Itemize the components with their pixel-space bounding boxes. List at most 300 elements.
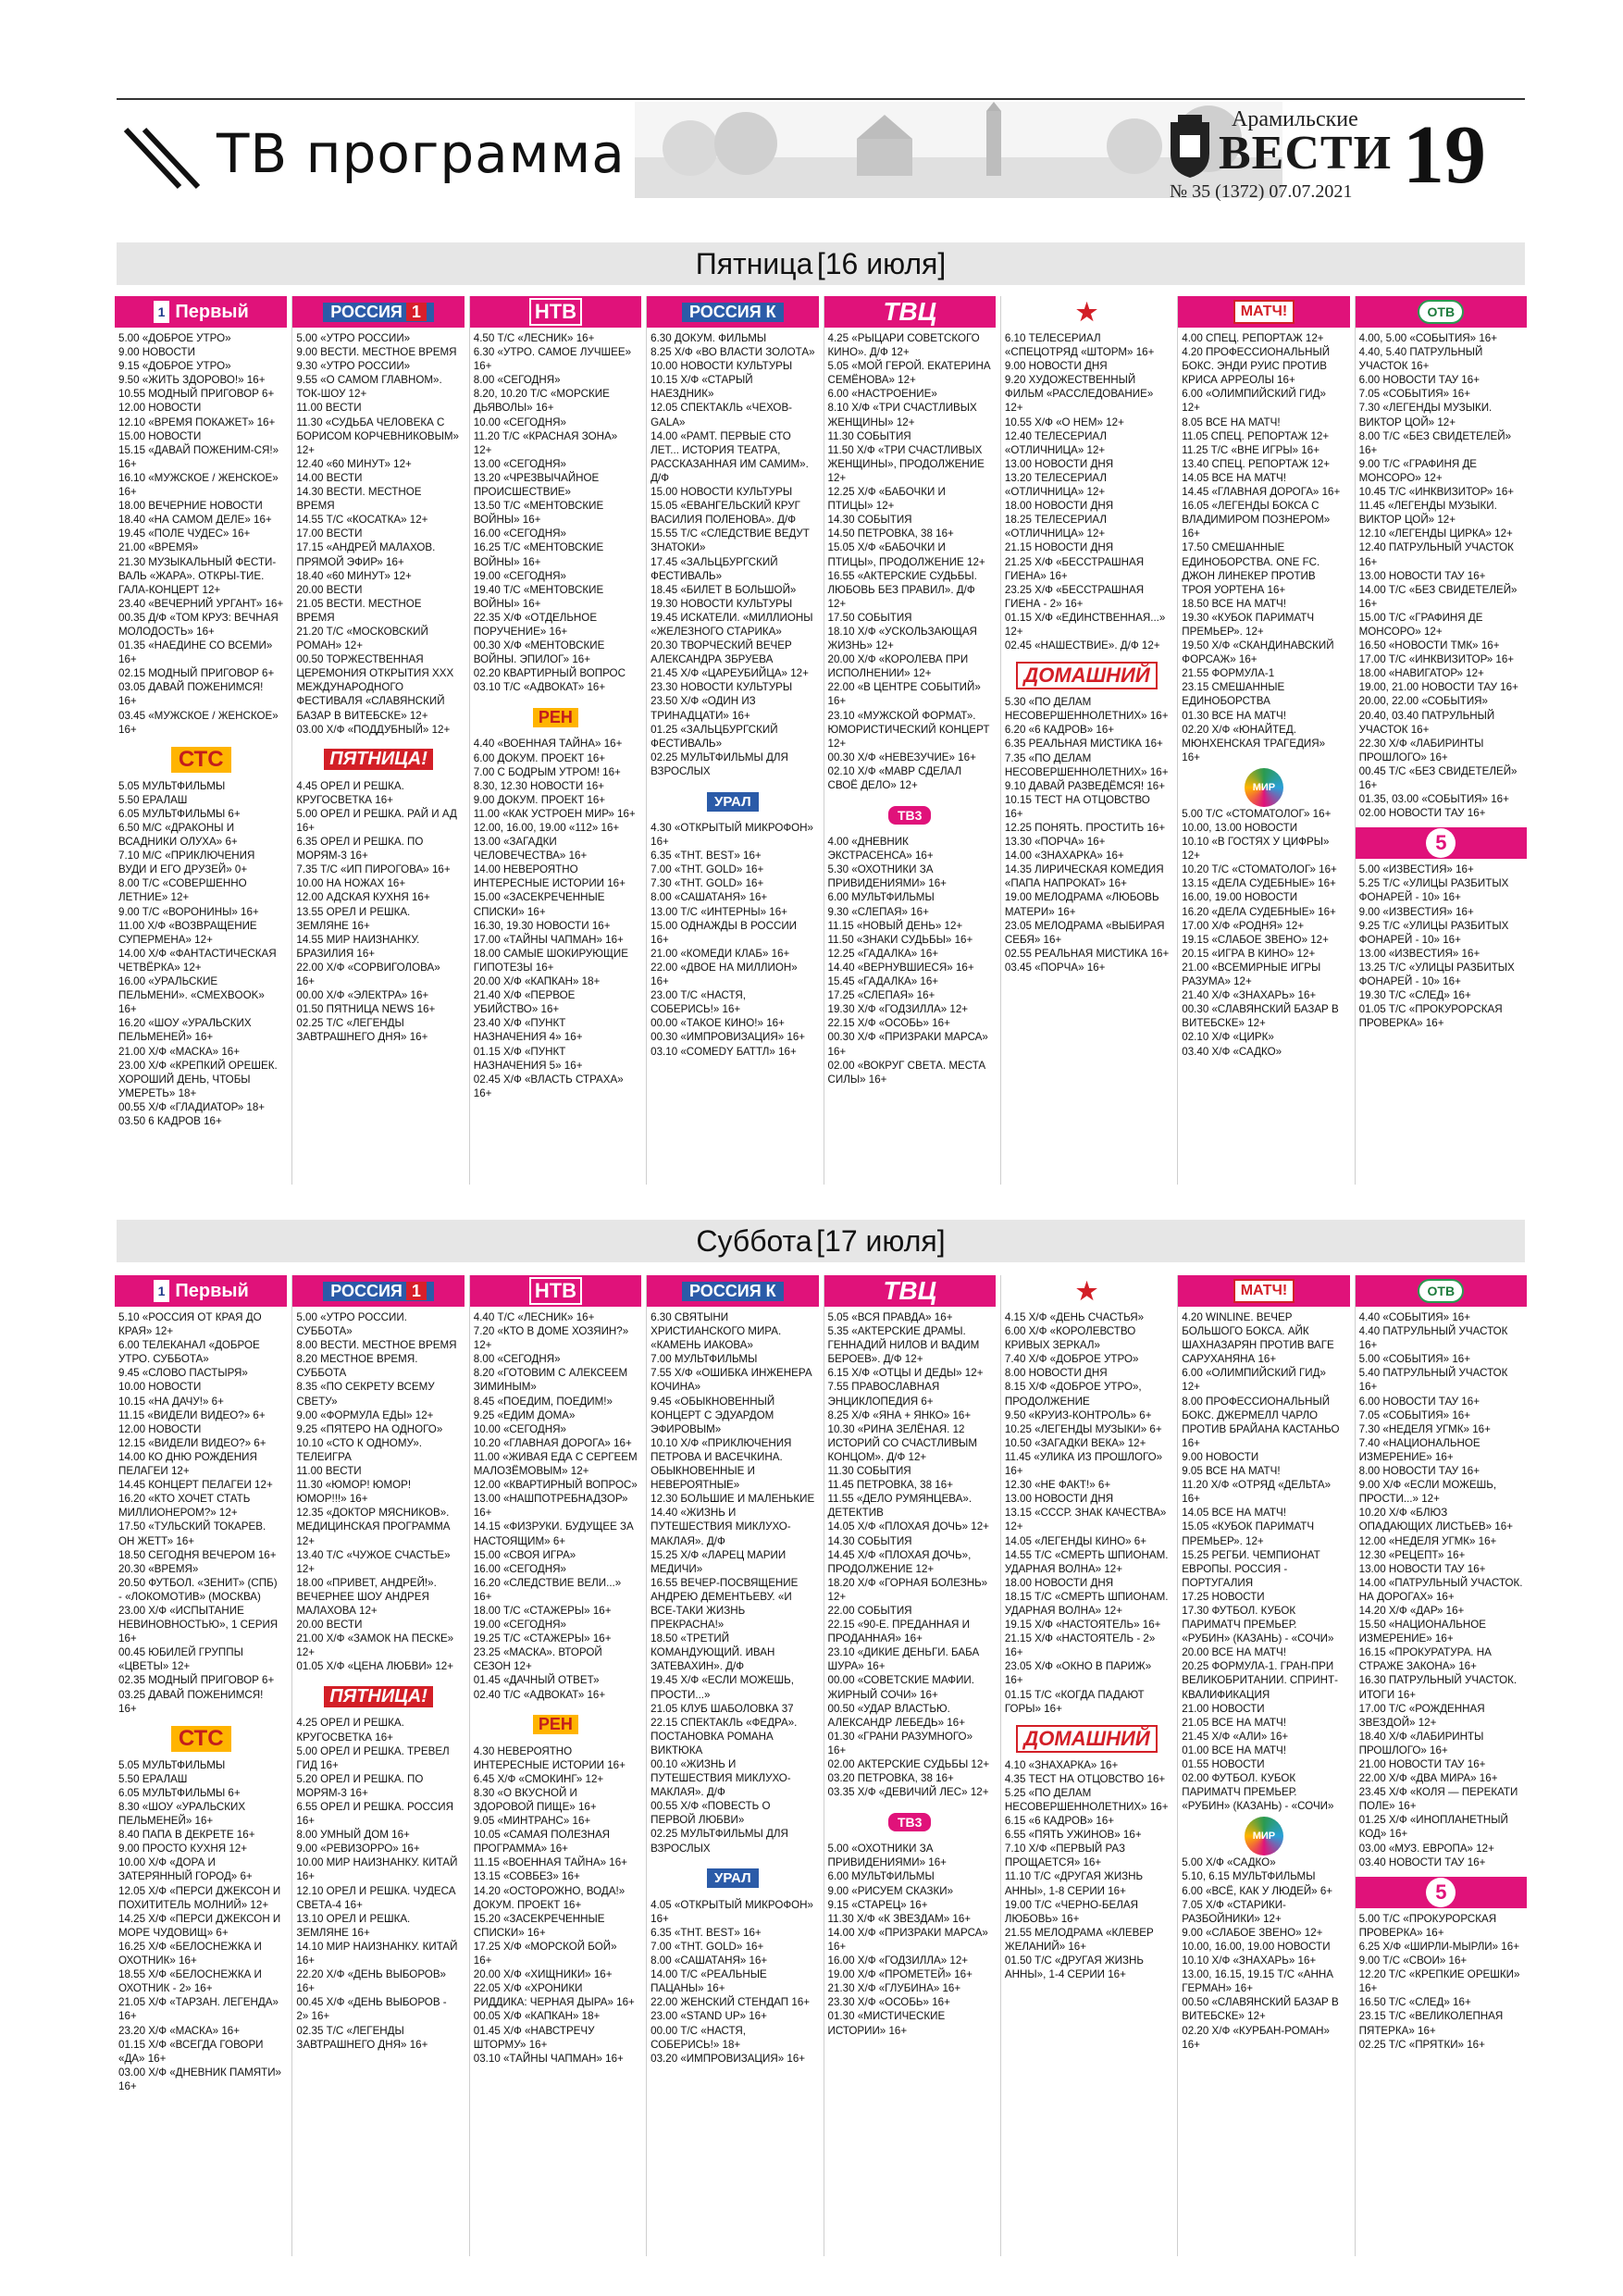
program-item: 5.05 «ВСЯ ПРАВДА» 16+ [827,1311,953,1323]
program-item: 8.00 ВЕСТИ. МЕСТНОЕ ВРЕМЯ [296,1339,457,1352]
channel-header [824,1806,996,1838]
program-item: 6.00 МУЛЬТФИЛЬМЫ [827,1870,935,1883]
channel-name: РОССИЯ К [688,1281,776,1300]
program-item: 17.25 «СЛЕПАЯ» 16+ [827,989,935,1002]
otv-logo-icon: ОТВ [1418,1279,1464,1303]
program-item: 8.30 «ШОУ «УРАЛЬСКИХ ПЕЛЬМЕНЕЙ» 16+ [118,1801,246,1828]
program-item: 14.55 Т/С «КОСАТКА» 12+ [296,514,428,527]
program-item: 21.15 НОВОСТИ ДНЯ [1004,541,1114,554]
channel-column [1177,1275,1349,2256]
program-item: 14.45 «ГЛАВНАЯ ДОРОГА» 16+ [1182,486,1341,499]
program-item: 13.00 НОВОСТИ ДНЯ [1004,457,1114,470]
program-item: 6.05 МУЛЬТФИЛЬМЫ 6+ [118,807,241,820]
program-item: 14.55 МИР НАИЗНАНКУ. БРАЗИЛИЯ 16+ [296,933,420,960]
program-item: 16.30 ПАТРУЛЬНЫЙ УЧАСТОК. ИТОГИ 16+ [1358,1674,1518,1701]
program-item: 5.50 ЕРАЛАШ [118,793,188,806]
day-label: Суббота [696,1224,812,1258]
program-item: 19.00 Т/С «ЧЕРНО-БЕЛАЯ ЛЮБОВЬ» 16+ [1004,1898,1138,1925]
program-item: 18.00 ВЕЧЕРНИЕ НОВОСТИ [118,500,263,513]
program-item: 02.40 Т/С «АДВОКАТ» 16+ [473,1688,606,1701]
program-item: 23.00 «STAND UP» 16+ [650,2010,767,2023]
program-item: 19.45 ИСКАТЕЛИ. «МИЛЛИОНЫ «ЖЕЛЕЗНОГО СТАРИКА» [650,611,813,638]
program-item: 9.00 Т/С «ГРАФИНЯ ДЕ МОНСОРО» 12+ [1358,457,1478,484]
program-item: 02.20 КВАРТИРНЫЙ ВОПРОС [473,667,626,680]
channel-header [470,296,641,328]
program-item: 02.25 Т/С «ЛЕГЕНДЫ ЗАВТРАШНЕГО ДНЯ» 16+ [296,1017,428,1044]
match-logo-icon: МАТЧ! [1233,1279,1295,1303]
program-list [1178,1310,1349,1813]
program-list [1356,331,1527,820]
program-item: 19.00 Х/Ф «ПРОМЕТЕЙ» 16+ [827,1968,973,1981]
program-item: 8.00 «САШАТАНЯ» 16+ [650,1955,768,1967]
program-item: 8.00 НОВОСТИ ДНЯ [1004,1367,1108,1380]
program-item: 22.00 «В ЦЕНТРЕ СОБЫТИЙ» 16+ [827,681,981,708]
program-item: 7.55 ПРАВОСЛАВНАЯ ЭНЦИКЛОПЕДИЯ 6+ [827,1381,940,1408]
program-list [1178,331,1349,764]
program-item: 21.40 Х/Ф «ЗНАХАРЬ» 16+ [1182,989,1317,1002]
program-item: 6.50 М/С «ДРАКОНЫ И ВСАДНИКИ ОЛУХА» 6+ [118,822,238,849]
channel-column [1000,296,1172,1185]
channel-5-logo-icon: 5 [1426,1878,1456,1907]
program-item: 6.05 МУЛЬТФИЛЬМЫ 6+ [118,1786,241,1799]
program-item: 18.15 Т/С «СМЕРТЬ ШПИОНАМ. УДАРНАЯ ВОЛНА» 12+ [1004,1590,1169,1617]
program-item: 03.50 6 КАДРОВ 16+ [118,1114,222,1127]
program-item: 9.00 ПРОСТО КУХНЯ 12+ [118,1843,248,1855]
program-item: 12.25 ПОНЯТЬ. ПРОСТИТЬ 16+ [1004,822,1166,834]
program-item: 12.40 ТЕЛЕСЕРИАЛ «ОТЛИЧНИЦА» 12+ [1004,429,1108,456]
program-item: 20.40, 03.40 ПАТРУЛЬНЫЙ УЧАСТОК 16+ [1358,709,1495,736]
program-item: 5.00 ОРЕЛ И РЕШКА. РАЙ И АД 16+ [296,807,457,834]
schedule-grid-saturday [115,1275,1527,2256]
program-list [1356,863,1527,1030]
program-item: 21.00 «КОМЕДИ КЛАБ» 16+ [650,947,790,960]
program-item: 10.10 «СТО К ОДНОМУ». ТЕЛЕИГРА [296,1436,422,1463]
program-item: 5.00 Т/С «ПРОКУРОРСКАЯ ПРОВЕРКА» 16+ [1358,1912,1497,1939]
program-item: 18.10 Х/Ф «УСКОЛЬЗАЮЩАЯ ЖИЗНЬ» 12+ [827,625,977,652]
program-item: 8.00 «СЕГОДНЯ» [473,1353,561,1366]
program-item: 21.45 Х/Ф «АЛИ» 16+ [1182,1730,1289,1743]
program-item: 7.00 «THT. GOLD» 16+ [650,863,764,876]
program-item: 21.05 КЛУБ ШАБОЛОВКА 37 [650,1702,794,1715]
program-item: 00.30 Х/Ф «МЕНТОВСКИЕ ВОЙНЫ. ЭПИЛОГ» 16+ [473,639,605,666]
program-item: 01.35, 03.00 «СОБЫТИЯ» 16+ [1358,793,1509,806]
program-list [470,1310,641,1702]
channel-name: Первый [175,1280,249,1301]
program-item: 19.40 Т/С «МЕНТОВСКИЕ ВОЙНЫ» 16+ [473,583,604,610]
program-item: 14.00 Х/Ф «ПРИЗРАКИ МАРСА» 16+ [827,1926,988,1953]
program-item: 18.00 Т/С «СТАЖЕРЫ» 16+ [473,1604,612,1617]
program-item: 11.00 «КАК УСТРОЕН МИР» 16+ [473,807,636,820]
program-item: 03.40 НОВОСТИ ТАУ 16+ [1358,1855,1486,1868]
tvc-logo-icon: ТВЦ [883,297,937,326]
program-list [292,331,464,737]
program-item: 10.00, 16.00, 19.00 НОВОСТИ [1182,1940,1331,1953]
channel-header [647,1863,818,1894]
program-item: 17.25 НОВОСТИ [1182,1590,1265,1603]
program-item: 5.00 ОРЕЛ И РЕШКА. ТРЕВЕЛ ГИД 16+ [296,1744,450,1771]
program-item: 12.30 «РЕЦЕПТ» 16+ [1358,1548,1466,1561]
program-item: 03.45 «ПОРЧА» 16+ [1004,961,1106,974]
program-item: 8.05 ВСЕ НА МАТЧ! [1182,416,1281,428]
program-list [1001,695,1172,974]
program-item: 14.40 «ЖИЗНЬ И ПУТЕШЕСТВИЯ МИКЛУХО-МАКЛАЯ». Д/Ф [650,1507,791,1547]
program-item: 9.00 Х/Ф «ЕСЛИ МОЖЕШЬ, ПРОСТИ...» 12+ [1358,1479,1497,1506]
program-item: 6.30 ДОКУМ. ФИЛЬМЫ [650,332,767,344]
program-item: 00.10 «ЖИЗНЬ И ПУТЕШЕСТВИЯ МИКЛУХО-МАКЛАЯ». Д/Ф [650,1758,791,1799]
program-item: 16.20 «КТО ХОЧЕТ СТАТЬ МИЛЛИОНЕРОМ?» 12+ [118,1493,251,1520]
day-date: [16 июля] [816,247,947,280]
tvc-logo-icon: ТВЦ [883,1276,937,1305]
program-item: 23.25 «МАСКА». ВТОРОЙ СЕЗОН 12+ [473,1646,602,1673]
day-heading-friday [117,242,1525,285]
program-item: 01.00 ВСЕ НА МАТЧ! [1182,1744,1286,1756]
channel-header [1178,1275,1349,1307]
program-item: 03.25 ДАВАЙ ПОЖЕНИМСЯ! 16+ [118,1688,264,1715]
program-item: 7.20 «КТО В ДОМЕ ХОЗЯИН?» 12+ [473,1325,629,1352]
program-item: 7.30 «НЕДЕЛЯ УГМК» 16+ [1358,1422,1491,1435]
program-item: 9.00 «ИЗВЕСТИЯ» 16+ [1358,905,1474,918]
program-list [115,1310,287,1716]
program-item: 02.00 ФУТБОЛ. КУБОК ПАРИМАТЧ ПРЕМЬЕР. «РУБИН» (КАЗАНЬ) - «СОЧИ» [1182,1772,1334,1813]
program-item: 14.00 Т/С «БЕЗ СВИДЕТЕЛЕЙ» 16+ [1358,583,1518,610]
program-item: 18.00 САМЫЕ ШОКИРУЮЩИЕ ГИПОТЕЗЫ 16+ [473,947,628,974]
program-item: 9.00 «РЕВИЗОРРО» 16+ [296,1843,420,1855]
program-item: 12.20 Т/С «КРЕПКИЕ ОРЕШКИ» 16+ [1358,1968,1520,1995]
page-number: 19 [1403,109,1486,201]
program-item: 9.25 Т/С «УЛИЦЫ РАЗБИТЫХ ФОНАРЕЙ - 10» 16+ [1358,919,1509,946]
program-item: 4.00, 5.00 «СОБЫТИЯ» 16+ [1358,332,1497,344]
program-item: 23.00 Х/Ф «КРЕПКИЙ ОРЕШЕК. ХОРОШИЙ ДЕНЬ, ЧТОБЫ УМЕРЕТЬ» 18+ [118,1059,278,1099]
program-item: 22.35 Х/Ф «ОТДЕЛЬНОЕ ПОРУЧЕНИЕ» 16+ [473,611,598,638]
program-item: 14.00 Х/Ф «ФАНТАСТИЧЕСКАЯ ЧЕТВЁРКА» 12+ [118,947,277,974]
day-heading-saturday [117,1220,1525,1262]
program-list [292,1716,464,2051]
program-item: 02.20 Х/Ф «КУРБАН-РОМАН» 16+ [1182,2024,1330,2051]
russia-logo-icon: РОССИЯ 1 [323,303,434,322]
program-item: 03.10 «ТАЙНЫ ЧАПМАН» 16+ [473,2052,624,2065]
program-item: 20.25 ФОРМУЛА-1. ГРАН-ПРИ ВЕЛИКОБРИТАНИИ. СПРИНТ-КВАЛИФИКАЦИЯ [1182,1660,1338,1701]
program-item: 13.55 ОРЕЛ И РЕШКА. ЗЕМЛЯНЕ 16+ [296,905,411,932]
program-item: 5.10, 6.15 МУЛЬТФИЛЬМЫ [1182,1870,1316,1883]
program-item: 5.05 МУЛЬТФИЛЬМЫ [118,779,226,792]
program-item: 9.20 ХУДОЖЕСТВЕННЫЙ ФИЛЬМ «РАССЛЕДОВАНИЕ» 12+ [1004,374,1154,415]
program-item: 01.15 Х/Ф «ЕДИНСТВЕННАЯ...» 12+ [1004,611,1166,638]
program-item: 4.40 Т/С «ЛЕСНИК» 16+ [473,1311,595,1323]
program-item: 4.00 СПЕЦ. РЕПОРТАЖ 12+ [1182,332,1324,344]
program-item: 10.00 НОВОСТИ КУЛЬТУРЫ [650,360,793,373]
program-item: 13.30 «ПОРЧА» 16+ [1004,836,1106,849]
program-item: 18.20 Х/Ф «ГОРНАЯ БОЛЕЗНЬ» 12+ [827,1576,988,1603]
program-item: 7.00 «THT. GOLD» 16+ [650,1940,764,1953]
program-item: 02.55 РЕАЛЬНАЯ МИСТИКА 16+ [1004,947,1170,960]
program-item: 9.00 «ФОРМУЛА ЕДЫ» 12+ [296,1409,434,1421]
program-item: 10.15 Х/Ф «СТАРЫЙ НАЕЗДНИК» [650,374,753,401]
program-item: 12.10 ОРЕЛ И РЕШКА. ЧУДЕСА СВЕТА-4 16+ [296,1884,456,1911]
program-item: 00.35 Д/Ф «ТОМ КРУЗ: ВЕЧНАЯ МОЛОДОСТЬ» 16+ [118,611,279,638]
schedule-grid-friday [115,296,1527,1185]
program-item: 9.45 «ОБЫКНОВЕННЫЙ КОНЦЕРТ С ЭДУАРДОМ ЭФИРОВЫМ» [650,1395,775,1435]
program-item: 23.50 Х/Ф «ОДИН ИЗ ТРИНАДЦАТИ» 16+ [650,695,756,722]
program-item: 5.00 «ИЗВЕСТИЯ» 16+ [1358,863,1474,876]
program-list [1001,1758,1172,1982]
program-item: 19.00 «СЕГОДНЯ» [473,1619,566,1632]
program-list [1178,807,1349,1059]
program-item: 01.30 «ГРАНИ РАЗУМНОГО» 16+ [827,1730,973,1756]
program-item: 23.10 «МУЖСКОЙ ФОРМАТ». ЮМОРИСТИЧЕСКИЙ КОНЦЕРТ 12+ [827,709,990,750]
program-item: 01.35 «НАЕДИНЕ СО ВСЕМИ» 16+ [118,639,273,666]
program-item: 9.00 ВЕСТИ. МЕСТНОЕ ВРЕМЯ [296,346,457,359]
program-list [115,779,287,1128]
program-item: 10.00 «СЕГОДНЯ» [473,1422,566,1435]
program-item: 02.25 МУЛЬТФИЛЬМЫ ДЛЯ ВЗРОСЛЫХ [650,751,788,777]
channel-header [292,1681,464,1712]
program-item: 7.35 Т/С «ИП ПИРОГОВА» 16+ [296,863,451,876]
program-item: 5.00 «СОБЫТИЯ» 16+ [1358,1353,1470,1366]
program-item: 22.00 ЖЕНСКИЙ СТЕНДАП 16+ [650,1996,811,2009]
program-item: 11.30 Х/Ф «К ЗВЕЗДАМ» 16+ [827,1912,972,1925]
program-item: 21.05 Х/Ф «ТАРЗАН. ЛЕГЕНДА» 16+ [118,1996,279,2023]
program-item: 8.00 «САШАТАНЯ» 16+ [650,891,768,904]
section-title: ТВ программа [217,122,626,185]
program-item: 13.15 «СОВБЕЗ» 16+ [473,1870,580,1883]
program-item: 19.15 Х/Ф «НАСТОЯТЕЛЬ» 16+ [1004,1619,1161,1632]
program-item: 9.50 «ЖИТЬ ЗДОРОВО!» 16+ [118,374,266,387]
channel-header [824,296,996,328]
program-item: 17.00 Т/С «РОЖДЕННАЯ ЗВЕЗДОЙ» 12+ [1358,1702,1485,1729]
channel-column [469,1275,641,2256]
program-item: 5.25 «ПО ДЕЛАМ НЕСОВЕРШЕННОЛЕТНИХ» 16+ [1004,1786,1169,1813]
program-item: 5.00 «ОХОТНИКИ ЗА ПРИВИДЕНИЯМИ» 16+ [827,1843,947,1869]
program-item: 00.55 Х/Ф «ГЛАДИАТОР» 18+ [118,1100,266,1113]
program-item: 12.00 «НЕДЕЛЯ УГМК» 16+ [1358,1534,1497,1547]
program-item: 18.45 «БИЛЕТ В БОЛЬШОЙ» [650,583,797,596]
program-item: 20.50 ФУТБОЛ. «ЗЕНИТ» (СПБ) - «ЛОКОМОТИВ» (МОСКВА) [118,1576,278,1603]
program-item: 16.20 «СЛЕДСТВИЕ ВЕЛИ...» 16+ [473,1576,622,1603]
ural-logo-icon: УРАЛ [707,792,759,812]
program-item: 00.30 «ИМПРОВИЗАЦИЯ» 16+ [650,1031,806,1044]
program-item: 22.00 СОБЫТИЯ [827,1604,912,1617]
program-item: 12.30 «НЕ ФАКТ!» 6+ [1004,1479,1111,1492]
program-item: 22.20 Х/Ф «ДЕНЬ ВЫБОРОВ» 16+ [296,1968,447,1995]
channel-name: РОССИЯ [330,302,403,321]
program-item: 5.25 Т/С «УЛИЦЫ РАЗБИТЫХ ФОНАРЕЙ - 10» 16+ [1358,877,1509,904]
tv3-logo-icon: ТВ3 [888,1813,931,1831]
day-label: Пятница [695,247,813,280]
program-item: 4.15 Х/Ф «ДЕНЬ СЧАСТЬЯ» [1004,1311,1145,1323]
match-logo-icon: МАТЧ! [1233,300,1295,324]
coat-of-arms-icon [1167,113,1213,180]
program-item: 23.30 НОВОСТИ КУЛЬТУРЫ [650,681,793,694]
channel-header [647,786,818,817]
program-item: 00.50 ТОРЖЕСТВЕННАЯ ЦЕРЕМОНИЯ ОТКРЫТИЯ XXX МЕЖДУНАРОДНОГО ФЕСТИВАЛЯ «СЛАВЯНСКИЙ БАЗАР В ВИТЕБСКЕ» 12+ [296,653,454,722]
program-item: 11.05 СПЕЦ. РЕПОРТАЖ 12+ [1182,429,1330,442]
program-item: 14.00 КО ДНЮ РОЖДЕНИЯ ПЕЛАГЕИ 12+ [118,1450,257,1478]
program-list [1178,1855,1349,2051]
program-item: 11.10 Т/С «ДРУГАЯ ЖИЗНЬ АННЫ», 1-8 СЕРИИ 16+ [1004,1870,1144,1897]
program-item: 01.15 Х/Ф «ПУНКТ НАЗНАЧЕНИЯ 5» 16+ [473,1045,583,1072]
program-item: 16.10 «МУЖСКОЕ / ЖЕНСКОЕ» 16+ [118,471,279,499]
program-item: 21.00 Х/Ф «МАСКА» 16+ [118,1045,241,1058]
channel-column [115,296,287,1185]
program-item: 6.55 «ПЯТЬ УЖИНОВ» 16+ [1004,1829,1142,1842]
program-item: 03.20 «ИМПРОВИЗАЦИЯ» 16+ [650,2052,806,2065]
program-item: 23.05 Х/Ф «ОКНО В ПАРИЖ» 16+ [1004,1660,1152,1687]
program-item: 02.15 МОДНЫЙ ПРИГОВОР 6+ [118,667,275,680]
program-list [115,1758,287,2093]
program-item: 15.00 НОВОСТИ [118,429,202,442]
program-item: 20.00 Х/Ф «КОРОЛЕВА ПРИ ИСПОЛНЕНИИ» 12+ [827,653,969,680]
program-item: 23.15 СМЕШАННЫЕ ЕДИНОБОРСТВА [1182,681,1285,708]
program-item: 15.00 «ЗАСЕКРЕЧЕННЫЕ СПИСКИ» 16+ [473,891,605,918]
program-item: 02.25 Т/С «ПРЯТКИ» 16+ [1358,2038,1485,2051]
channel-header [1001,660,1172,691]
program-item: 6.00 НОВОСТИ ТАУ 16+ [1358,1395,1480,1408]
program-item: 7.05 Х/Ф «СТАРИКИ-РАЗБОЙНИКИ» 12+ [1182,1898,1286,1925]
program-item: 03.00 Х/Ф «ДНЕВНИК ПАМЯТИ» 16+ [118,2066,282,2092]
program-item: 17.25 Х/Ф «МОРСКОЙ БОЙ» 16+ [473,1940,617,1967]
channel-header [647,296,818,328]
program-item: 20.30 ТВОРЧЕСКИЙ ВЕЧЕР АЛЕКСАНДРА ЗБРУЕВА [650,639,792,666]
program-item: 15.55 Т/С «СЛЕДСТВИЕ ВЕДУТ ЗНАТОКИ» [650,527,810,554]
program-item: 9.50 «КРУИЗ-КОНТРОЛЬ» 6+ [1004,1409,1152,1421]
program-item: 23.40 «ВЕЧЕРНИЙ УРГАНТ» 16+ [118,597,284,610]
program-item: 9.55 «О САМОМ ГЛАВНОМ». ТОК-ШОУ 12+ [296,374,442,401]
program-item: 14.45 Х/Ф «ПЛОХАЯ ДОЧЬ», ПРОДОЛЖЕНИЕ 12+ [827,1548,972,1575]
program-list [292,1310,464,1673]
program-item: 13.00 НОВОСТИ ТАУ 16+ [1358,1562,1486,1575]
channel-header [115,1275,287,1307]
program-item: 11.00 Х/Ф «ВОЗВРАЩЕНИЕ СУПЕРМЕНА» 12+ [118,919,257,946]
program-item: 21.55 ФОРМУЛА-1 [1182,667,1275,680]
program-item: 23.10 «ДИКИЕ ДЕНЬГИ. БАБА ШУРА» 16+ [827,1646,980,1673]
program-item: 11.50 Х/Ф «ТРИ СЧАСТЛИВЫХ ЖЕНЩИНЫ», ПРОДОЛЖЕНИЕ 12+ [827,443,985,484]
program-item: 17.00 «ТАЙНЫ ЧАПМАН» 16+ [473,933,624,946]
program-item: 14.35 ЛИРИЧЕСКАЯ КОМЕДИЯ «ПАПА НАПРОКАТ» 16+ [1004,863,1164,890]
program-item: 9.00 НОВОСТИ [118,346,195,359]
program-item: 15.15 «ДАВАЙ ПОЖЕНИМ-СЯ!» 16+ [118,443,279,470]
program-item: 23.00 Т/С «НАСТЯ, СОБЕРИСЬ!» 16+ [650,989,746,1016]
program-item: 15.00 ОДНАЖДЫ В РОССИИ 16+ [650,919,797,946]
program-item: 12.10 «ВРЕМЯ ПОКАЖЕТ» 16+ [118,416,276,428]
program-item: 13.50 Т/С «МЕНТОВСКИЕ ВОЙНЫ» 16+ [473,500,604,527]
program-list [824,331,996,792]
program-item: 6.15 «6 КАДРОВ» 16+ [1004,1815,1115,1828]
program-item: 7.05 «СОБЫТИЯ» 16+ [1358,1409,1470,1421]
program-item: 6.15 Х/Ф «ОТЦЫ И ДЕДЫ» 12+ [827,1367,984,1380]
program-item: 14.30 СОБЫТИЯ [827,1534,912,1547]
program-item: 11.00 ВЕСТИ [296,402,362,415]
program-item: 20.00 ВСЕ НА МАТЧ! [1182,1646,1286,1659]
program-item: 13.00 «ИЗВЕСТИЯ» 16+ [1358,947,1481,960]
issue-line: № 35 (1372) 07.07.2021 [1170,181,1353,202]
program-item: 15.25 Х/Ф «ЛАРЕЦ МАРИИ МЕДИЧИ» [650,1548,787,1575]
zvezda-star-icon: ★ [1075,1276,1098,1305]
program-item: 16.50 Т/С «СЛЕД» 16+ [1358,1996,1471,2009]
program-item: 5.00 Х/Ф «САДКО» [1182,1856,1276,1869]
channel-header [1356,1877,1527,1908]
channel-column [646,296,818,1185]
program-item: 14.55 Т/С «СМЕРТЬ ШПИОНАМ. УДАРНАЯ ВОЛНА» 12+ [1004,1548,1169,1575]
program-item: 01.50 ПЯТНИЦА NEWS 16+ [296,1003,436,1016]
program-item: 13.40 Т/С «ЧУЖОЕ СЧАСТЬЕ» 12+ [296,1548,451,1575]
program-item: 8.00 «СЕГОДНЯ» [473,374,561,387]
ctc-logo-icon: СТС [171,1726,231,1752]
program-item: 5.40 ПАТРУЛЬНЫЙ УЧАСТОК 16+ [1358,1367,1508,1394]
program-item: 10.00 «СЕГОДНЯ» [473,416,566,428]
program-item: 16.30, 19.30 НОВОСТИ 16+ [473,919,611,932]
program-item: 13.15 «СССР. ЗНАК КАЧЕСТВА» 12+ [1004,1507,1167,1533]
program-item: 6.35 «THT. BEST» 16+ [650,1926,762,1939]
program-item: 21.45 Х/Ф «ЦАРЕУБИЙЦА» 12+ [650,667,809,680]
program-item: 15.00 НОВОСТИ КУЛЬТУРЫ [650,486,793,499]
channel-header [1001,1275,1172,1307]
program-list [470,331,641,694]
program-item: 4.25 «РЫЦАРИ СОВЕТСКОГО КИНО». Д/Ф 12+ [827,332,980,359]
program-item: 5.30 «ПО ДЕЛАМ НЕСОВЕРШЕННОЛЕТНИХ» 16+ [1004,696,1169,723]
program-item: 15.05 Х/Ф «БАБОЧКИ И ПТИЦЫ», ПРОДОЛЖЕНИЕ 12+ [827,541,985,568]
program-item: 8.00 УМНЫЙ ДОМ 16+ [296,1829,410,1842]
program-list [824,1842,996,2037]
program-item: 15.25 РЕГБИ. ЧЕМПИОНАТ ЕВРОПЫ. РОССИЯ - ПОРТУГАЛИЯ [1182,1548,1320,1589]
program-list [470,737,641,1099]
program-item: 01.30 ВСЕ НА МАТЧ! [1182,709,1286,722]
program-item: 7.30 «ЛЕГЕНДЫ МУЗЫКИ. ВИКТОР ЦОЙ» 12+ [1358,402,1493,428]
tv3-logo-icon: ТВ3 [888,806,931,825]
program-item: 9.05 «МИНТРАНС» 16+ [473,1815,591,1828]
channel-header [470,1709,641,1741]
program-item: 10.55 Х/Ф «О НЕМ» 12+ [1004,416,1124,428]
program-item: 12.00 НОВОСТИ [118,402,202,415]
program-item: 8.30 «О ВКУСНОЙ И ЗДОРОВОЙ ПИЩЕ» 16+ [473,1786,597,1813]
channel-column [824,296,996,1185]
channel-header [1356,1275,1527,1307]
program-item: 02.45 Х/Ф «ВЛАСТЬ СТРАХА» 16+ [473,1073,624,1099]
program-item: 6.00 «ВСЁ, КАК У ЛЮДЕЙ» 6+ [1182,1884,1333,1897]
program-item: 13.15 «ДЕЛА СУДЕБНЫЕ» 16+ [1182,877,1336,890]
program-item: 10.25 «ЛЕГЕНДЫ МУЗЫКИ» 6+ [1004,1422,1162,1435]
channel-header [470,701,641,733]
program-item: 5.10 «РОССИЯ ОТ КРАЯ ДО КРАЯ» 12+ [118,1311,262,1338]
program-item: 7.40 «НАЦИОНАЛЬНОЕ ИЗМЕРЕНИЕ» 16+ [1358,1436,1481,1463]
mir-logo-icon: МИР [1245,1817,1283,1855]
program-item: 4.40 «СОБЫТИЯ» 16+ [1358,1311,1470,1323]
program-item: 22.15 СПЕКТАКЛЬ «ФЕДРА». ПОСТАНОВКА РОМАНА ВИКТЮКА [650,1716,798,1756]
program-item: 10.00, 13.00 НОВОСТИ [1182,822,1298,834]
ren-logo-icon: РЕН [533,1715,578,1734]
program-item: 16.20 «ШОУ «УРАЛЬСКИХ ПЕЛЬМЕНЕЙ» 16+ [118,1017,252,1044]
program-item: 21.00 «ВСЕМИРНЫЕ ИГРЫ РАЗУМА» 12+ [1182,961,1321,988]
program-item: 18.55 Х/Ф «БЕЛОСНЕЖКА И ОХОТНИК - 2» 16+ [118,1968,262,1995]
program-item: 7.05 «СОБЫТИЯ» 16+ [1358,388,1470,401]
program-item: 4.30 «ОТКРЫТЫЙ МИКРОФОН» 16+ [650,822,814,849]
program-item: 19.50 Х/Ф «СКАНДИНАВСКИЙ ФОРСАЖ» 16+ [1182,639,1334,666]
program-item: 11.20 Х/Ф «ОТРЯД «ДЕЛЬТА» 16+ [1182,1479,1332,1506]
program-item: 20.00 ВЕСТИ [296,583,363,596]
program-item: 03.10 «COMEDY БАТТЛ» 16+ [650,1045,797,1058]
paper-title-top: Арамильские [1232,107,1358,131]
program-item: 13.00 НОВОСТИ ТАУ 16+ [1358,569,1486,582]
program-item: 11.45 «УЛИКА ИЗ ПРОШЛОГО» 16+ [1004,1450,1163,1478]
program-item: 12.00 НОВОСТИ [118,1422,202,1435]
program-item: 23.40 Х/Ф «ПУНКТ НАЗНАЧЕНИЯ 4» 16+ [473,1017,583,1044]
program-item: 22.15 «90-Е. ПРЕДАННАЯ И ПРОДАННАЯ» 16+ [827,1619,970,1645]
program-item: 5.05 МУЛЬТФИЛЬМЫ [118,1758,226,1771]
program-item: 7.55 Х/Ф «ОШИБКА ИНЖЕНЕРА КОЧИНА» [650,1367,812,1394]
program-item: 4.00 «ДНЕВНИК ЭКСТРАСЕНСА» 16+ [827,836,934,863]
program-item: 19.30 Х/Ф «ГОДЗИЛЛА» 12+ [827,1003,969,1016]
program-item: 23.15 Т/С «ВЕЛИКОЛЕПНАЯ ПЯТЕРКА» 16+ [1358,2010,1504,2037]
program-item: 21.30 Х/Ф «ГЛУБИНА» 16+ [827,1982,961,1995]
